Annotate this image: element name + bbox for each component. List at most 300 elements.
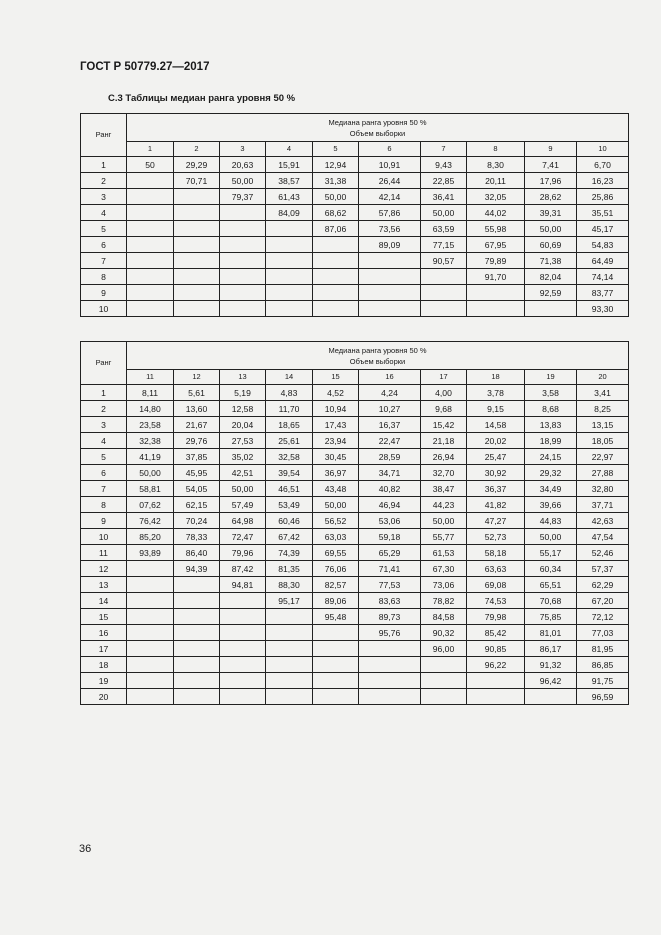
- sample-size-header: 11: [127, 370, 174, 385]
- rank-cell: 13: [81, 577, 127, 593]
- median-cell: 50,00: [525, 529, 577, 545]
- median-cell: 55,17: [525, 545, 577, 561]
- median-cell: 53,49: [266, 497, 313, 513]
- median-cell: 63,59: [421, 221, 467, 237]
- median-cell: 21,67: [174, 417, 220, 433]
- median-cell: 57,49: [220, 497, 266, 513]
- median-cell: 17,43: [313, 417, 359, 433]
- median-cell: 79,89: [467, 253, 525, 269]
- median-cell: [174, 301, 220, 317]
- median-cell: 58,18: [467, 545, 525, 561]
- median-cell: [220, 625, 266, 641]
- table-row: [81, 269, 629, 285]
- median-cell: [467, 689, 525, 705]
- median-cell: [359, 301, 421, 317]
- median-cell: 41,82: [467, 497, 525, 513]
- table-row: [81, 481, 629, 497]
- median-cell: 81,01: [525, 625, 577, 641]
- median-cell: [174, 221, 220, 237]
- sample-size-header: 20: [577, 370, 629, 385]
- median-cell: 59,18: [359, 529, 421, 545]
- rank-cell: 8: [81, 497, 127, 513]
- median-cell: 39,31: [525, 205, 577, 221]
- median-cell: 5,19: [220, 385, 266, 401]
- title-line-median: Медиана ранга уровня 50 %: [328, 117, 427, 127]
- median-cell: [266, 269, 313, 285]
- median-cell: 34,49: [525, 481, 577, 497]
- table-row: [81, 173, 629, 189]
- median-cell: [220, 657, 266, 673]
- median-cell: 27,53: [220, 433, 266, 449]
- median-cell: [220, 593, 266, 609]
- median-cell: 61,53: [421, 545, 467, 561]
- table-row: [81, 465, 629, 481]
- median-cell: 37,71: [577, 497, 629, 513]
- sample-size-header: 7: [421, 142, 467, 157]
- rank-cell: 4: [81, 205, 127, 221]
- median-cell: 73,06: [421, 577, 467, 593]
- median-cell: 53,06: [359, 513, 421, 529]
- median-cell: 60,34: [525, 561, 577, 577]
- median-cell: [266, 253, 313, 269]
- median-cell: [525, 689, 577, 705]
- sample-size-header: 16: [359, 370, 421, 385]
- median-cell: 82,04: [525, 269, 577, 285]
- sample-size-header: 17: [421, 370, 467, 385]
- median-cell: 39,54: [266, 465, 313, 481]
- median-cell: [174, 577, 220, 593]
- table-row: [81, 609, 629, 625]
- median-cell: 46,94: [359, 497, 421, 513]
- median-cell: 9,15: [467, 401, 525, 417]
- rank-cell: 3: [81, 417, 127, 433]
- median-cell: 36,41: [421, 189, 467, 205]
- rank-cell: 4: [81, 433, 127, 449]
- median-cell: [266, 673, 313, 689]
- median-cell: [359, 285, 421, 301]
- median-cell: [359, 641, 421, 657]
- table-row: [81, 577, 629, 593]
- median-cell: [220, 253, 266, 269]
- median-cell: 5,61: [174, 385, 220, 401]
- median-cell: [127, 657, 174, 673]
- median-cell: [266, 301, 313, 317]
- median-cell: 50,00: [421, 205, 467, 221]
- median-cell: [127, 221, 174, 237]
- median-cell: [359, 689, 421, 705]
- rank-cell: 18: [81, 657, 127, 673]
- sample-size-header: 12: [174, 370, 220, 385]
- median-cell: [127, 625, 174, 641]
- sample-size-row: [81, 370, 629, 385]
- median-cell: 10,91: [359, 157, 421, 173]
- rank-cell: 17: [81, 641, 127, 657]
- median-cell: 89,73: [359, 609, 421, 625]
- median-cell: 29,76: [174, 433, 220, 449]
- median-cell: 6,70: [577, 157, 629, 173]
- median-cell: 60,69: [525, 237, 577, 253]
- median-cell: 20,02: [467, 433, 525, 449]
- sample-size-header: 14: [266, 370, 313, 385]
- median-cell: 35,02: [220, 449, 266, 465]
- rank-cell: 14: [81, 593, 127, 609]
- title-line-median: Медиана ранга уровня 50 %: [328, 345, 427, 355]
- table-row: [81, 205, 629, 221]
- median-cell: 10,27: [359, 401, 421, 417]
- median-cell: [220, 609, 266, 625]
- median-cell: 47,54: [577, 529, 629, 545]
- median-cell: 86,40: [174, 545, 220, 561]
- median-cell: 71,41: [359, 561, 421, 577]
- median-cell: 62,15: [174, 497, 220, 513]
- median-cell: 20,63: [220, 157, 266, 173]
- median-cell: 96,42: [525, 673, 577, 689]
- title-line-sample-size: Объем выборки: [349, 356, 406, 366]
- median-cell: 91,32: [525, 657, 577, 673]
- median-cell: 34,71: [359, 465, 421, 481]
- median-cell: [266, 657, 313, 673]
- median-cell: [266, 609, 313, 625]
- median-cell: 57,37: [577, 561, 629, 577]
- table-row: [81, 385, 629, 401]
- median-cell: 44,02: [467, 205, 525, 221]
- table-row: [81, 673, 629, 689]
- median-cell: 16,37: [359, 417, 421, 433]
- median-cell: 9,68: [421, 401, 467, 417]
- median-cell: 37,85: [174, 449, 220, 465]
- median-cell: [313, 625, 359, 641]
- median-cell: [421, 285, 467, 301]
- median-cell: 58,81: [127, 481, 174, 497]
- median-cell: 87,06: [313, 221, 359, 237]
- median-cell: 32,58: [266, 449, 313, 465]
- median-cell: 83,77: [577, 285, 629, 301]
- rank-cell: 6: [81, 237, 127, 253]
- median-cell: 41,19: [127, 449, 174, 465]
- table-row: [81, 657, 629, 673]
- median-cell: 43,48: [313, 481, 359, 497]
- median-cell: 78,33: [174, 529, 220, 545]
- rank-cell: 8: [81, 269, 127, 285]
- median-cell: 76,06: [313, 561, 359, 577]
- median-cell: 90,32: [421, 625, 467, 641]
- median-cell: 4,83: [266, 385, 313, 401]
- median-cell: 38,47: [421, 481, 467, 497]
- rank-cell: 9: [81, 513, 127, 529]
- median-cell: [220, 301, 266, 317]
- sample-size-header: 1: [127, 142, 174, 157]
- median-cell: [174, 673, 220, 689]
- median-cell: 30,45: [313, 449, 359, 465]
- median-cell: 25,86: [577, 189, 629, 205]
- median-cell: [266, 689, 313, 705]
- table-row: [81, 285, 629, 301]
- median-cell: 68,62: [313, 205, 359, 221]
- median-cell: 32,70: [421, 465, 467, 481]
- median-cell: 24,15: [525, 449, 577, 465]
- median-cell: [359, 673, 421, 689]
- median-cell: 56,52: [313, 513, 359, 529]
- median-cell: 90,57: [421, 253, 467, 269]
- median-cell: 29,29: [174, 157, 220, 173]
- median-cell: 78,82: [421, 593, 467, 609]
- median-cell: [174, 269, 220, 285]
- median-cell: [127, 269, 174, 285]
- median-cell: [127, 301, 174, 317]
- median-cell: 69,55: [313, 545, 359, 561]
- median-cell: [525, 301, 577, 317]
- median-cell: 20,11: [467, 173, 525, 189]
- median-cell: 52,73: [467, 529, 525, 545]
- median-cell: [359, 253, 421, 269]
- median-cell: [220, 269, 266, 285]
- median-cell: 26,44: [359, 173, 421, 189]
- median-cell: [127, 173, 174, 189]
- rank-cell: 5: [81, 449, 127, 465]
- median-cell: 27,88: [577, 465, 629, 481]
- table-row: [81, 497, 629, 513]
- median-cell: [266, 641, 313, 657]
- median-cell: [220, 237, 266, 253]
- rank-cell: 2: [81, 173, 127, 189]
- median-cell: 45,95: [174, 465, 220, 481]
- median-cell: 84,09: [266, 205, 313, 221]
- table-row: [81, 513, 629, 529]
- median-cell: 85,42: [467, 625, 525, 641]
- median-rank-table-2: [80, 341, 629, 705]
- median-cell: 3,58: [525, 385, 577, 401]
- median-cell: 64,49: [577, 253, 629, 269]
- median-cell: 42,14: [359, 189, 421, 205]
- median-cell: 13,60: [174, 401, 220, 417]
- median-cell: [174, 285, 220, 301]
- table-row: [81, 417, 629, 433]
- median-cell: 71,38: [525, 253, 577, 269]
- median-cell: [421, 689, 467, 705]
- median-cell: [266, 237, 313, 253]
- median-cell: 88,30: [266, 577, 313, 593]
- median-cell: 74,53: [467, 593, 525, 609]
- sample-size-header: 18: [467, 370, 525, 385]
- median-cell: [220, 673, 266, 689]
- median-cell: 50,00: [313, 189, 359, 205]
- median-cell: 95,48: [313, 609, 359, 625]
- median-cell: 75,85: [525, 609, 577, 625]
- sample-size-header: 9: [525, 142, 577, 157]
- table-row: [81, 221, 629, 237]
- median-cell: 44,83: [525, 513, 577, 529]
- table-row: [81, 593, 629, 609]
- median-cell: [313, 689, 359, 705]
- median-cell: 8,11: [127, 385, 174, 401]
- rank-header: Ранг: [81, 114, 127, 157]
- rank-cell: 2: [81, 401, 127, 417]
- median-cell: 95,17: [266, 593, 313, 609]
- median-cell: [313, 285, 359, 301]
- sample-size-header: 19: [525, 370, 577, 385]
- median-cell: 67,95: [467, 237, 525, 253]
- median-cell: [174, 641, 220, 657]
- table-title: [127, 342, 629, 370]
- median-cell: 8,25: [577, 401, 629, 417]
- median-cell: [313, 253, 359, 269]
- median-cell: 83,63: [359, 593, 421, 609]
- rank-header: Ранг: [81, 342, 127, 385]
- median-cell: 67,30: [421, 561, 467, 577]
- median-cell: 63,03: [313, 529, 359, 545]
- median-cell: 70,68: [525, 593, 577, 609]
- median-cell: [127, 577, 174, 593]
- median-cell: [174, 237, 220, 253]
- page-number: 36: [79, 843, 92, 855]
- median-cell: [359, 269, 421, 285]
- median-cell: 29,32: [525, 465, 577, 481]
- median-cell: 57,86: [359, 205, 421, 221]
- median-cell: [313, 269, 359, 285]
- median-cell: 14,80: [127, 401, 174, 417]
- median-cell: 67,20: [577, 593, 629, 609]
- median-cell: 23,58: [127, 417, 174, 433]
- median-cell: 79,98: [467, 609, 525, 625]
- median-cell: 22,47: [359, 433, 421, 449]
- median-cell: [313, 673, 359, 689]
- table-title: [127, 114, 629, 142]
- median-cell: 82,57: [313, 577, 359, 593]
- sample-size-header: 2: [174, 142, 220, 157]
- header-row: [81, 342, 629, 370]
- table-row: [81, 237, 629, 253]
- median-cell: [421, 301, 467, 317]
- rank-cell: 16: [81, 625, 127, 641]
- median-cell: [127, 593, 174, 609]
- median-cell: 73,56: [359, 221, 421, 237]
- median-cell: 8,30: [467, 157, 525, 173]
- median-cell: 8,68: [525, 401, 577, 417]
- table-row: [81, 449, 629, 465]
- table-row: [81, 689, 629, 705]
- median-cell: 96,22: [467, 657, 525, 673]
- median-cell: 28,59: [359, 449, 421, 465]
- rank-cell: 9: [81, 285, 127, 301]
- median-cell: 17,96: [525, 173, 577, 189]
- median-cell: 87,42: [220, 561, 266, 577]
- median-cell: [313, 641, 359, 657]
- table-row: [81, 561, 629, 577]
- median-cell: 07,62: [127, 497, 174, 513]
- median-rank-table-1: [80, 113, 629, 317]
- median-cell: [174, 189, 220, 205]
- median-cell: 23,94: [313, 433, 359, 449]
- median-cell: 36,37: [467, 481, 525, 497]
- median-cell: [174, 253, 220, 269]
- title-line-sample-size: Объем выборки: [349, 128, 406, 138]
- median-cell: 30,92: [467, 465, 525, 481]
- median-cell: [359, 657, 421, 673]
- table-row: [81, 189, 629, 205]
- median-cell: 54,05: [174, 481, 220, 497]
- median-cell: 32,05: [467, 189, 525, 205]
- median-cell: 86,17: [525, 641, 577, 657]
- rank-cell: 3: [81, 189, 127, 205]
- median-cell: [313, 237, 359, 253]
- median-cell: 15,42: [421, 417, 467, 433]
- table-row: [81, 641, 629, 657]
- median-cell: 20,04: [220, 417, 266, 433]
- median-cell: 81,35: [266, 561, 313, 577]
- median-cell: 14,58: [467, 417, 525, 433]
- standard-number: ГОСТ Р 50779.27—2017: [80, 61, 210, 73]
- sample-size-header: 10: [577, 142, 629, 157]
- median-cell: [421, 673, 467, 689]
- median-cell: [127, 253, 174, 269]
- median-cell: 3,78: [467, 385, 525, 401]
- median-cell: 25,47: [467, 449, 525, 465]
- median-cell: 90,85: [467, 641, 525, 657]
- median-cell: 35,51: [577, 205, 629, 221]
- median-cell: 22,85: [421, 173, 467, 189]
- median-cell: 7,41: [525, 157, 577, 173]
- median-cell: 4,24: [359, 385, 421, 401]
- median-cell: 15,91: [266, 157, 313, 173]
- median-cell: 45,17: [577, 221, 629, 237]
- sample-size-header: 5: [313, 142, 359, 157]
- median-cell: [313, 657, 359, 673]
- median-cell: 60,46: [266, 513, 313, 529]
- median-cell: 76,42: [127, 513, 174, 529]
- section-title: С.3 Таблицы медиан ранга уровня 50 %: [108, 93, 296, 104]
- median-cell: 16,23: [577, 173, 629, 189]
- median-cell: 39,66: [525, 497, 577, 513]
- table-row: [81, 433, 629, 449]
- sample-size-header: 13: [220, 370, 266, 385]
- median-cell: [467, 673, 525, 689]
- median-cell: 9,43: [421, 157, 467, 173]
- median-cell: 52,46: [577, 545, 629, 561]
- median-cell: [174, 593, 220, 609]
- median-cell: 72,47: [220, 529, 266, 545]
- median-cell: [220, 689, 266, 705]
- median-cell: 18,65: [266, 417, 313, 433]
- median-cell: 13,83: [525, 417, 577, 433]
- median-cell: 70,24: [174, 513, 220, 529]
- rank-cell: 10: [81, 301, 127, 317]
- median-cell: [220, 285, 266, 301]
- median-cell: 96,00: [421, 641, 467, 657]
- table-row: [81, 401, 629, 417]
- median-cell: [174, 609, 220, 625]
- median-cell: 91,70: [467, 269, 525, 285]
- median-cell: [266, 285, 313, 301]
- rank-cell: 19: [81, 673, 127, 689]
- table-row: [81, 253, 629, 269]
- median-cell: [127, 285, 174, 301]
- rank-cell: 7: [81, 481, 127, 497]
- median-cell: 38,57: [266, 173, 313, 189]
- median-cell: 12,94: [313, 157, 359, 173]
- sample-size-header: 3: [220, 142, 266, 157]
- median-cell: [220, 221, 266, 237]
- median-cell: [127, 189, 174, 205]
- median-cell: 28,62: [525, 189, 577, 205]
- median-cell: 36,97: [313, 465, 359, 481]
- median-cell: 93,89: [127, 545, 174, 561]
- median-cell: 95,76: [359, 625, 421, 641]
- median-cell: [174, 657, 220, 673]
- median-cell: [127, 561, 174, 577]
- median-cell: 42,51: [220, 465, 266, 481]
- median-cell: [174, 689, 220, 705]
- median-cell: [266, 221, 313, 237]
